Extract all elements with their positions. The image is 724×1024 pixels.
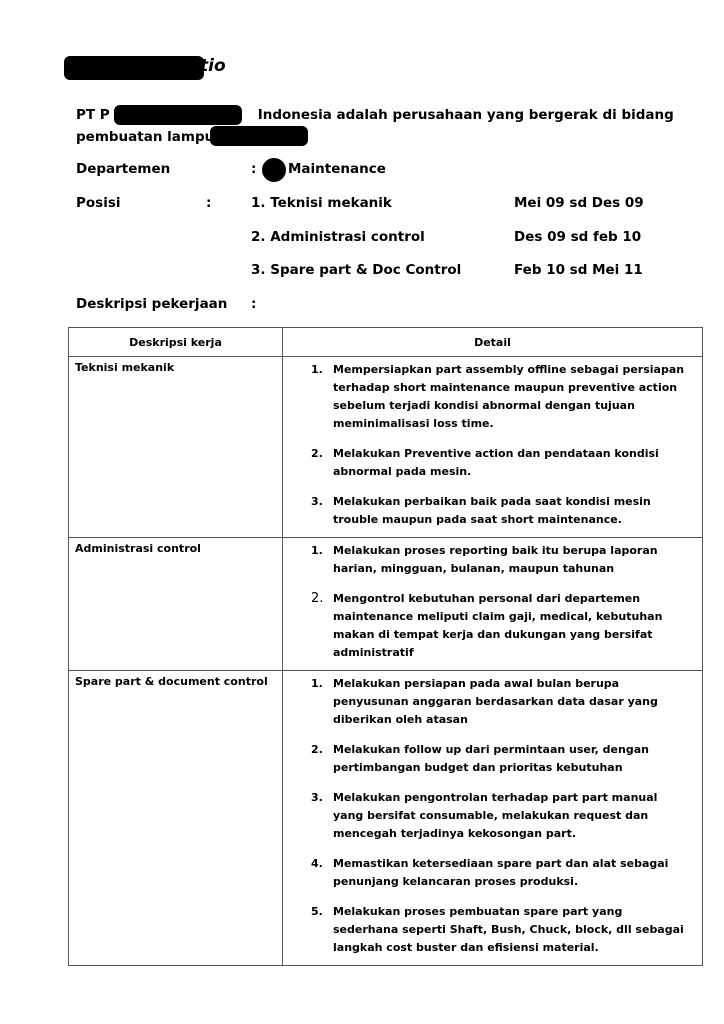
category-cell: Administrasi control — [69, 538, 283, 671]
document-title: tio — [200, 56, 226, 76]
column-header-detail: Detail — [283, 328, 703, 357]
position-name: 2. Administrasi control — [251, 229, 425, 245]
position-name: 1. Teknisi mekanik — [251, 195, 392, 211]
deskripsi-label: Deskripsi pekerjaan — [76, 296, 228, 312]
departemen-colon: : — [251, 161, 257, 177]
job-description-table — [68, 327, 703, 966]
posisi-label: Posisi — [76, 195, 121, 211]
list-item: 2. Mengontrol kebutuhan personal dari departemen maintenance meliputi claim gaji, medical, kebutuhan makan di tempat kerja dan dukungan yang bersifat administratif — [311, 591, 663, 659]
redaction-dept — [262, 158, 286, 182]
company-desc: Indonesia adalah perusahaan yang bergerak di bidang — [257, 107, 674, 123]
position-name: 3. Spare part & Doc Control — [251, 262, 462, 278]
category-cell: Spare part & document control — [69, 671, 283, 966]
company-prefix: PT P — [76, 107, 110, 123]
list-item: 2. Melakukan Preventive action dan pendataan kondisi abnormal pada mesin. — [311, 447, 659, 478]
position-period: Des 09 sd feb 10 — [514, 229, 642, 245]
position-period: Feb 10 sd Mei 11 — [514, 262, 643, 278]
table-row — [69, 538, 703, 671]
posisi-colon: : — [206, 195, 212, 211]
list-item: 3. Melakukan perbaikan baik pada saat kondisi mesin trouble maupun pada saat short maintenance. — [311, 495, 651, 526]
table-row — [69, 671, 703, 966]
detail-cell — [283, 538, 703, 671]
departemen-value: Maintenance — [288, 161, 386, 177]
category-cell: Teknisi mekanik — [69, 357, 283, 538]
deskripsi-colon: : — [251, 296, 257, 312]
column-header-deskripsi: Deskripsi kerja — [69, 328, 283, 357]
list-item: 5. Melakukan proses pembuatan spare part yang sederhana seperti Shaft, Bush, Chuck, block, dll sebagai langkah cost buster dan efisiensi material. — [311, 905, 684, 954]
company-intro — [76, 104, 676, 148]
list-item: 2. Melakukan follow up dari permintaan user, dengan pertimbangan budget dan prioritas kebutuhan — [311, 743, 649, 774]
list-item: 1. Mempersiapkan part assembly offline sebagai persiapan terhadap short maintenance maupun preventive action sebelum terjadi kondisi abnormal dengan tujuan meminimalisasi loss time. — [311, 363, 685, 430]
table-row — [69, 357, 703, 538]
list-item: 1. Melakukan persiapan pada awal bulan berupa penyusunan anggaran berdasarkan data dasar yang diberikan oleh atasan — [311, 677, 658, 726]
departemen-label: Departemen — [76, 161, 171, 177]
detail-cell — [283, 357, 703, 538]
table-header-row — [69, 328, 703, 357]
company-desc-line2: pembuatan lampu — [76, 129, 215, 145]
list-item: 4. Memastikan ketersediaan spare part dan alat sebagai penunjang kelancaran proses produksi. — [311, 857, 669, 888]
list-item: 1. Melakukan proses reporting baik itu berupa laporan harian, mingguan, bulanan, maupun tahunan — [311, 544, 658, 575]
list-item: 3. Melakukan pengontrolan terhadap part part manual yang bersifat consumable, melakukan request dan mencegah terjadinya kekosongan part. — [311, 791, 658, 840]
detail-cell — [283, 671, 703, 966]
redaction-title — [64, 56, 204, 80]
position-period: Mei 09 sd Des 09 — [514, 195, 644, 211]
